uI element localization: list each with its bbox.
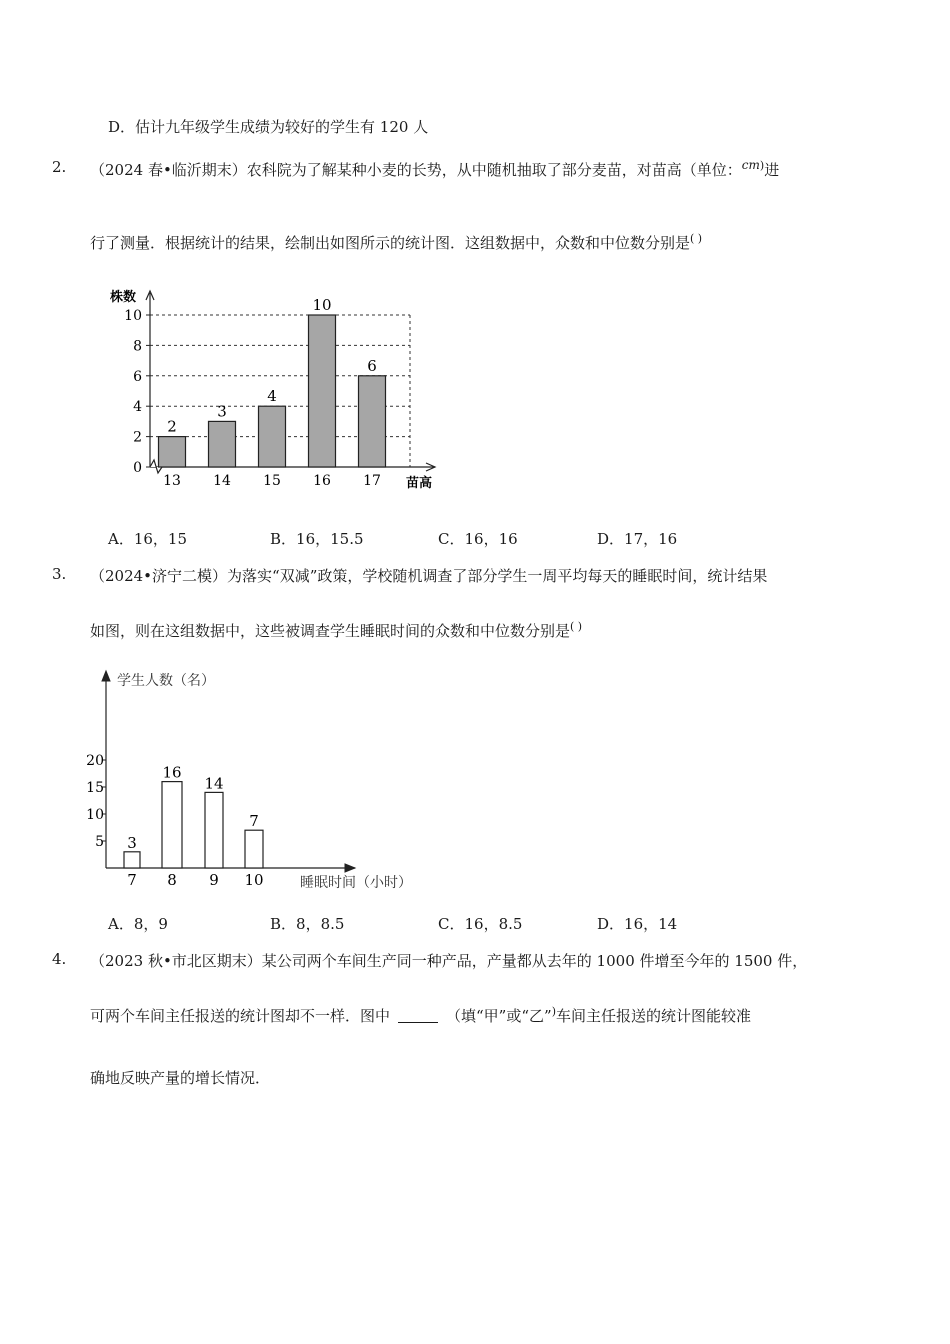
x-tick-label: 9 [209,871,219,889]
y-axis-arrow [102,671,110,681]
x-tick-label: 14 [213,473,231,489]
q4-stem-line1: （2023 秋•市北区期末）某公司两个车间生产同一种产品，产量都从去年的 1000 件增至今年的 1500 件， [90,952,808,970]
q3-option-a: A．8，9 [108,915,168,933]
q4-stem-line2-end: 车间主任报送的统计图能较准 [556,1007,752,1025]
y-tick-label: 5 [95,834,104,850]
x-tick-label: 15 [263,473,281,489]
bar [205,792,223,868]
q3-stem-line2-text: 如图，则在这组数据中，这些被调查学生睡眠时间的众数和中位数分别是 [90,622,571,640]
q3-stem-line2 [90,620,582,641]
q2-option-c: C．16，16 [438,530,518,548]
bar [209,421,236,467]
x-tick-label: 17 [363,473,381,489]
x-tick-label: 16 [313,473,331,489]
q4-fill-hint: （填“甲”或“乙” [446,1007,552,1025]
y-tick-label: 4 [133,399,142,416]
q3-answer-paren: ( ) [570,620,583,633]
q2-bar-chart [110,285,450,495]
q4-stem-line2-text: 可两个车间主任报送的统计图却不一样．图中 [90,1007,391,1025]
q2-number: 2. [52,158,67,176]
bar-value-label: 16 [162,763,182,782]
bar-value-label: 7 [249,812,259,831]
x-tick-label: 13 [163,473,181,489]
q4-stem-line2 [90,1005,751,1026]
q3-stem-line1: （2024•济宁二模）为落实“双减”政策，学校随机调查了部分学生一周平均每天的睡眠时间，统计结果 [90,567,768,585]
y-tick-label: 8 [133,338,142,355]
y-tick-label: 0 [133,460,142,476]
q2-stem-line1-end: 进 [764,161,780,179]
bar-value-label: 14 [204,774,224,793]
bar [162,782,182,868]
y-tick-label: 15 [86,780,104,796]
bar-value-label: 3 [217,402,227,421]
q2-answer-paren: ( ) [690,232,703,245]
bar-value-label: 10 [312,296,332,314]
q2-unit: cm [741,158,760,172]
q2-stem-line2-text: 行了测量．根据统计的结果，绘制出如图所示的统计图．这组数据中，众数和中位数分别是 [90,234,691,252]
q3-option-d: D．16，14 [597,915,678,933]
bar [245,830,263,868]
q2-option-a: A．16，15 [108,530,188,548]
q2-stem-line1 [90,158,779,180]
q2-unit-paren: ) [759,159,765,172]
bar [309,315,336,467]
y-axis-title: 学生人数（名） [117,673,215,689]
q2-stem-line2 [90,232,702,253]
bar-value-label: 6 [367,356,377,375]
q2-stem-line1-text: （2024 春•临沂期末）农科院为了解某种小麦的长势，从中随机抽取了部分麦苗，对苗高（单位： [90,161,742,179]
q3-option-b: B．8，8.5 [270,915,345,933]
q1-option-d: D．估计九年级学生成绩为较好的学生有 120 人 [108,118,429,136]
y-tick-label: 6 [133,368,142,385]
bar [159,437,186,467]
bar-value-label: 4 [267,387,277,406]
q4-number: 4. [52,950,67,968]
q4-fill-paren: ) [551,1005,556,1018]
q3-number: 3. [52,565,67,583]
q3-option-c: C．16，8.5 [438,915,523,933]
x-tick-label: 10 [244,871,264,889]
bar [124,852,140,868]
q2-option-b: B．16，15.5 [270,530,364,548]
x-axis-arrow [345,864,355,872]
y-tick-label: 10 [86,807,104,823]
x-tick-label: 7 [127,871,137,889]
x-axis-title: 睡眠时间（小时） [300,875,412,891]
x-axis-title: 苗高 [406,476,433,491]
y-tick-label: 20 [86,753,104,769]
bar [359,376,386,467]
bar-value-label: 3 [127,833,137,852]
q4-stem-line3: 确地反映产量的增长情况． [90,1069,271,1087]
y-tick-label: 2 [133,429,142,446]
y-tick-label: 10 [124,308,142,324]
q2-option-d: D．17，16 [597,530,678,548]
bar [259,406,286,467]
x-tick-label: 8 [167,871,177,889]
q3-bar-chart [80,665,440,895]
q4-answer-blank[interactable] [398,1008,438,1023]
y-axis-title: 株数 [110,290,137,305]
bar-value-label: 2 [167,417,177,436]
